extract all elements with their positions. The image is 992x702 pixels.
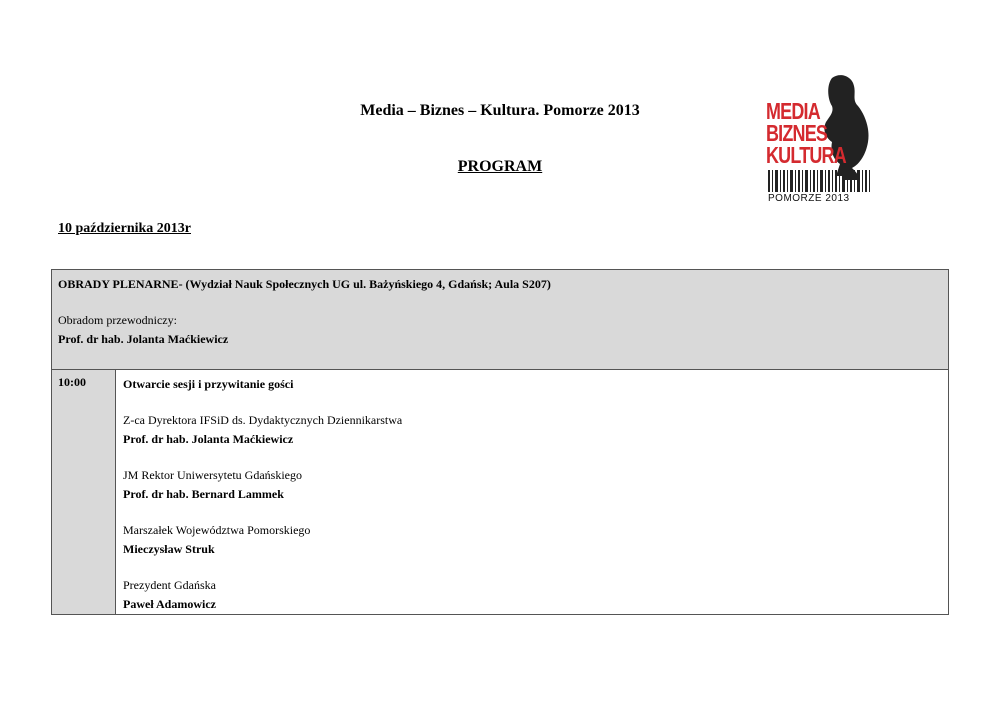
event-title: Otwarcie sesji i przywitanie gości [123,377,294,391]
chair-name: Prof. dr hab. Jolanta Maćkiewicz [58,332,229,346]
chair-label: Obradom przewodniczy: [58,313,177,327]
event-logo [760,72,880,207]
speaker-name: Prof. dr hab. Jolanta Maćkiewicz [123,432,294,446]
schedule-row [52,370,949,615]
schedule-body [116,370,949,615]
speaker-name: Prof. dr hab. Bernard Lammek [123,487,284,501]
session-title: OBRADY PLENARNE- (Wydział Nauk Społecznych UG ul. Bażyńskiego 4, Gdańsk; Aula S207) [58,277,551,291]
document-title: Media – Biznes – Kultura. Pomorze 2013 [360,102,640,119]
speaker-role: Z-ca Dyrektora IFSiD ds. Dydaktycznych Dziennikarstwa [123,413,403,427]
program-table [51,269,949,615]
speaker-name: Paweł Adamowicz [123,597,216,611]
session-header-cell [52,270,949,370]
program-heading: PROGRAM [457,158,543,175]
logo-word-media: MEDIA [766,98,820,124]
speaker-role: Prezydent Gdańska [123,578,216,592]
speaker-role: JM Rektor Uniwersytetu Gdańskiego [123,468,302,482]
logo-word-kultura: KULTURA [766,142,846,168]
speaker-name: Mieczysław Struk [123,542,215,556]
session-date: 10 października 2013r [58,221,191,236]
schedule-time: 10:00 [52,370,116,615]
logo-word-biznes: BIZNES [766,120,828,146]
speaker-role: Marszałek Województwa Pomorskiego [123,523,311,537]
logo-subtitle: POMORZE 2013 [768,193,850,204]
session-header-row [52,270,949,370]
